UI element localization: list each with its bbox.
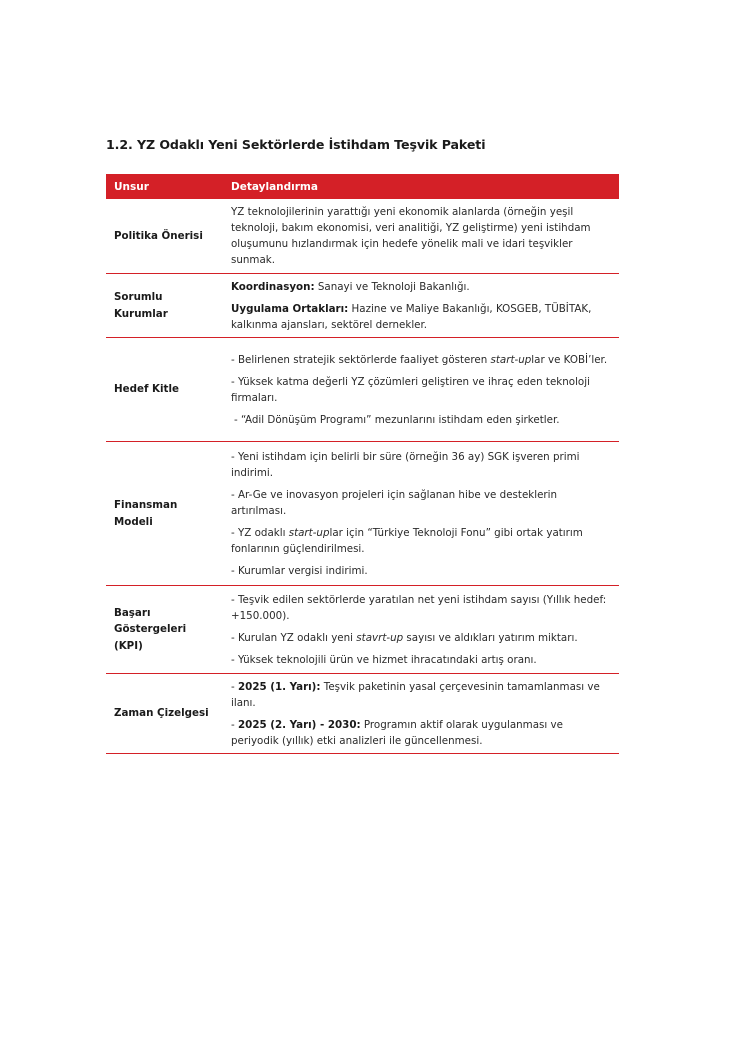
table-row — [106, 199, 619, 273]
row-label: Zaman Çizelgesi — [106, 673, 223, 753]
row-label: Politika Önerisi — [106, 199, 223, 273]
detail-paragraph: - Ar-Ge ve inovasyon projeleri için sağlanan hibe ve desteklerin artırılması. — [231, 488, 558, 517]
row-detail — [223, 199, 619, 273]
bold-label: 2025 (2. Yarı) - 2030: — [238, 718, 361, 731]
detail-paragraph: - Teşvik edilen sektörlerde yaratılan net yeni istihdam sayısı (Yıllık hedef: +150.000). — [231, 593, 607, 622]
paragraph-text: - Kurulan YZ odaklı yeni — [231, 631, 357, 644]
paragraph-text: - — [231, 718, 238, 731]
detail-paragraph: - Yüksek katma değerli YZ çözümleri geliştiren ve ihraç eden teknoloji firmaları. — [231, 375, 590, 404]
detail-paragraph — [231, 630, 611, 646]
italic-term: stavrt-up — [356, 631, 404, 644]
detail-paragraph: - Yeni istihdam için belirli bir süre (örneğin 36 ay) SGK işveren primi indirimi. — [231, 450, 580, 479]
paragraph-text: lar için “Türkiye Teknoloji Fonu” gibi ortak yatırım fonlarının güçlendirilmesi. — [231, 526, 583, 555]
italic-term: start-up — [288, 526, 330, 539]
detail-paragraph — [231, 301, 611, 333]
paragraph-text: sayısı ve aldıkları yatırım miktarı. — [403, 631, 578, 644]
table-row — [106, 441, 619, 585]
paragraph-text: Hazine ve Maliye Bakanlığı, KOSGEB, TÜBİTAK, kalkınma ajansları, sektörel dernekler. — [231, 302, 592, 331]
column-header-unsur: Unsur — [106, 174, 223, 199]
paragraph-text: lar ve KOBİ’ler. — [531, 353, 608, 366]
detail-paragraph: - Yüksek teknolojili ürün ve hizmet ihracatındaki artış oranı. — [231, 653, 537, 666]
table-header-row — [106, 174, 619, 199]
paragraph-text: Programın aktif olarak uygulanması ve periyodik (yıllık) etki analizleri ile güncellenmesi. — [231, 718, 563, 747]
detail-paragraph: - “Adil Dönüşüm Programı” mezunlarını istihdam eden şirketler. — [234, 413, 560, 426]
detail-paragraph — [231, 352, 611, 368]
row-label: Başarı Göstergeleri (KPI) — [106, 585, 223, 673]
section-title: 1.2. YZ Odaklı Yeni Sektörlerde İstihdam Teşvik Paketi — [106, 137, 486, 152]
table-row — [106, 337, 619, 441]
bold-label: Koordinasyon: — [231, 280, 315, 293]
detail-paragraph: - Kurumlar vergisi indirimi. — [231, 564, 368, 577]
policy-table — [106, 174, 619, 754]
bold-label: Uygulama Ortakları: — [231, 302, 349, 315]
italic-term: start-up — [490, 353, 532, 366]
detail-paragraph — [231, 525, 611, 557]
table-row — [106, 273, 619, 337]
column-header-detaylandirma: Detaylandırma — [223, 174, 619, 199]
bold-label: 2025 (1. Yarı): — [238, 680, 321, 693]
paragraph-text: - — [231, 680, 238, 693]
paragraph-text: Teşvik paketinin yasal çerçevesinin tamamlanması ve ilanı. — [231, 680, 600, 709]
paragraph-text: - YZ odaklı — [231, 526, 289, 539]
table-row — [106, 585, 619, 673]
row-label: Sorumlu Kurumlar — [106, 273, 223, 337]
row-detail — [223, 585, 619, 673]
row-detail — [223, 441, 619, 585]
row-detail — [223, 673, 619, 753]
row-label: Hedef Kitle — [106, 337, 223, 441]
detail-paragraph — [231, 717, 611, 749]
row-detail — [223, 337, 619, 441]
detail-paragraph — [231, 279, 611, 295]
row-detail — [223, 273, 619, 337]
paragraph-text: Sanayi ve Teknoloji Bakanlığı. — [314, 280, 470, 293]
paragraph-text: - Belirlenen stratejik sektörlerde faaliyet gösteren — [231, 353, 491, 366]
detail-paragraph — [231, 679, 611, 711]
table-row — [106, 673, 619, 753]
detail-paragraph: YZ teknolojilerinin yarattığı yeni ekonomik alanlarda (örneğin yeşil teknoloji, bakım ekonomisi, veri analitiği, YZ geliştirme) yeni istihdam oluşumunu hızlandırmak için hedefe yönelik mali ve idari teşvikler sunmak. — [231, 206, 591, 267]
row-label: Finansman Modeli — [106, 441, 223, 585]
